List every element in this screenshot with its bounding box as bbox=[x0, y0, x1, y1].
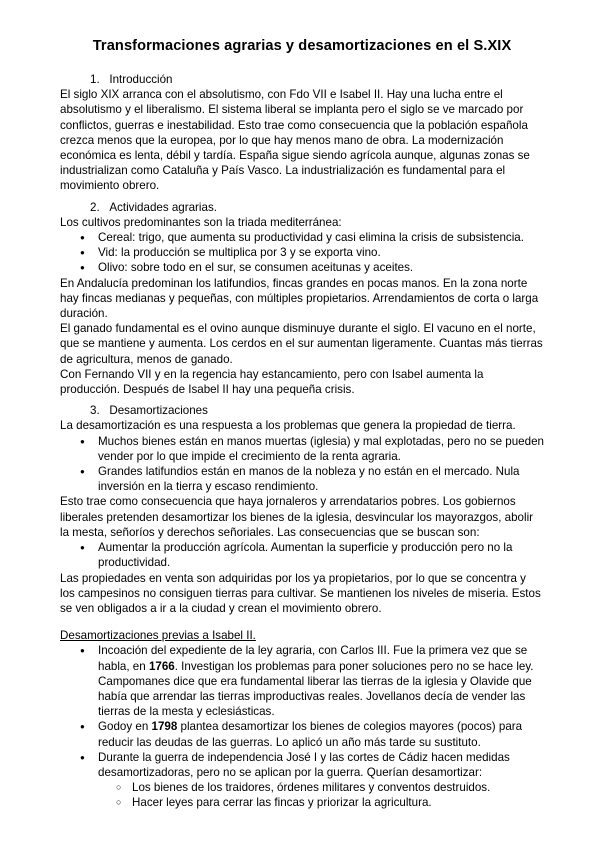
section-title: Introducción bbox=[109, 73, 173, 86]
problemas-list bbox=[60, 434, 544, 495]
agrarias-lead: Los cultivos predominantes son la triada mediterránea: bbox=[60, 215, 342, 229]
intro-paragraph: El siglo XIX arranca con el absolutismo, con Fdo VII e Isabel II. Hay una lucha entre el absolutismo y el liberalismo. El sistema liberal se implanta pero el siglo se ve marcado por conflictos, guerras e inestabilidad. Esto trae como consecuencia que la población española crezca menos que la europea, por lo que hay menos mano de obra. La modernización económica es lenta, débil y tardía. España sigue siendo agrícola aunque, algunas zonas se industrializan como Cataluña y País Vasco. La industrialización es fundamental para el movimiento obrero. bbox=[60, 88, 530, 193]
desamort-paragraph-2: Las propiedades en venta son adquiridas por los ya propietarios, por lo que se concentra y los campesinos no consiguen tierras para cultivar. Se mantienen los niveles de miseria. Estos se ven obligados a ir a la ciudad y crean el movimiento obrero. bbox=[60, 571, 541, 615]
item-text: plantea desamortizar los bienes de colegios mayores (pocos) para reducir las deudas de las guerras. Lo aplicó un año más tarde su sustituto. bbox=[98, 720, 523, 749]
item-text: . Investigan los problemas para poner soluciones pero no se hace ley. Campomanes dice que era fundamental liberar las tierras de la iglesia y Olavide que había que arrendar las tierras improductivas reales. Jovellanos decía de vender las tierras de la mesta y eclesiásticas. bbox=[98, 659, 534, 719]
document-title: Transformaciones agrarias y desamortizaciones en el S.XIX bbox=[92, 38, 512, 54]
desamortizar-sublist bbox=[60, 780, 544, 810]
item-text: Incoación del expediente de la ley agraria, con Carlos III. Fue la primera vez que se habla, en bbox=[98, 644, 528, 673]
previas-list bbox=[60, 643, 544, 780]
section-heading-actividades-agrarias bbox=[60, 200, 544, 215]
section-number: 2. bbox=[90, 200, 100, 214]
section-heading-introduccion bbox=[60, 72, 544, 87]
agrarias-paragraph-1: En Andalucía predominan los latifundios, fincas grandes en pocas manos. En la zona norte hay fincas medianas y pequeñas, con múltiples propietarios. Arrendamientos de corta o larga duración. bbox=[60, 276, 539, 321]
item-text: Godoy en bbox=[98, 720, 152, 734]
list-item: ● Durante la guerra de independencia José I y las cortes de Cádiz hacen medidas desamortizadoras, pero no se aplican por la guerra. Querían desamortizar: bbox=[60, 750, 544, 780]
agrarias-paragraph-3: Con Fernando VII y en la regencia hay estancamiento, pero con Isabel aumenta la producción. Después de Isabel II hay una pequeña crisis. bbox=[60, 367, 484, 397]
section-heading-desamortizaciones bbox=[60, 403, 544, 418]
sublist-item: ○ Los bienes de los traidores, órdenes militares y conventos destruidos. bbox=[60, 780, 544, 795]
section-number: 3. bbox=[90, 404, 100, 418]
year-1766: 1766 bbox=[148, 659, 175, 673]
agrarias-paragraph-2: El ganado fundamental es el ovino aunque disminuye durante el siglo. El vacuno en el norte, que se mantiene y aumenta. Los cerdos en el sur aumentan ligeramente. Cuantas más tierras de agricultura, menos de ganado. bbox=[60, 322, 543, 366]
desamort-lead: La desamortización es una respuesta a los problemas que genera la propiedad de tierra. bbox=[60, 419, 516, 433]
list-item: ● Aumentar la producción agrícola. Aumentan la superficie y producción pero no la productividad. bbox=[60, 540, 544, 570]
year-1798: 1798 bbox=[151, 720, 178, 734]
list-item: ● Vid: la producción se multiplica por 3 y se exporta vino. bbox=[60, 245, 544, 260]
list-item bbox=[60, 643, 544, 719]
cultivos-list bbox=[60, 230, 544, 276]
list-item: ● Cereal: trigo, que aumenta su productividad y casi elimina la crisis de subsistencia. bbox=[60, 230, 544, 245]
consecuencias-list bbox=[60, 540, 544, 570]
document-page bbox=[60, 38, 544, 811]
section-title: Desamortizaciones bbox=[109, 404, 208, 418]
list-item bbox=[60, 719, 544, 749]
section-title: Actividades agrarias. bbox=[109, 200, 217, 214]
list-item: ● Olivo: sobre todo en el sur, se consumen aceitunas y aceites. bbox=[60, 260, 544, 275]
list-item: ● Grandes latifundios están en manos de la nobleza y no están en el mercado. Nula inversión en la tierra y escaso rendimiento. bbox=[60, 464, 544, 494]
desamort-paragraph-1: Esto trae como consecuencia que haya jornaleros y arrendatarios pobres. Los gobiernos liberales pretenden desamortizar los bienes de la iglesia, desvincular los mayorazgos, abolir la mesta, señoríos y derechos señoriales. Las consecuencias que se buscan son: bbox=[60, 495, 534, 539]
subsection-heading-previas: Desamortizaciones previas a Isabel II. bbox=[60, 629, 256, 643]
sublist-item: ○ Hacer leyes para cerrar las fincas y priorizar la agricultura. bbox=[60, 795, 544, 810]
section-number: 1. bbox=[90, 73, 100, 86]
list-item: ● Muchos bienes están en manos muertas (iglesia) y mal explotadas, pero no se pueden vender por lo que impide el crecimiento de la renta agraria. bbox=[60, 434, 544, 464]
